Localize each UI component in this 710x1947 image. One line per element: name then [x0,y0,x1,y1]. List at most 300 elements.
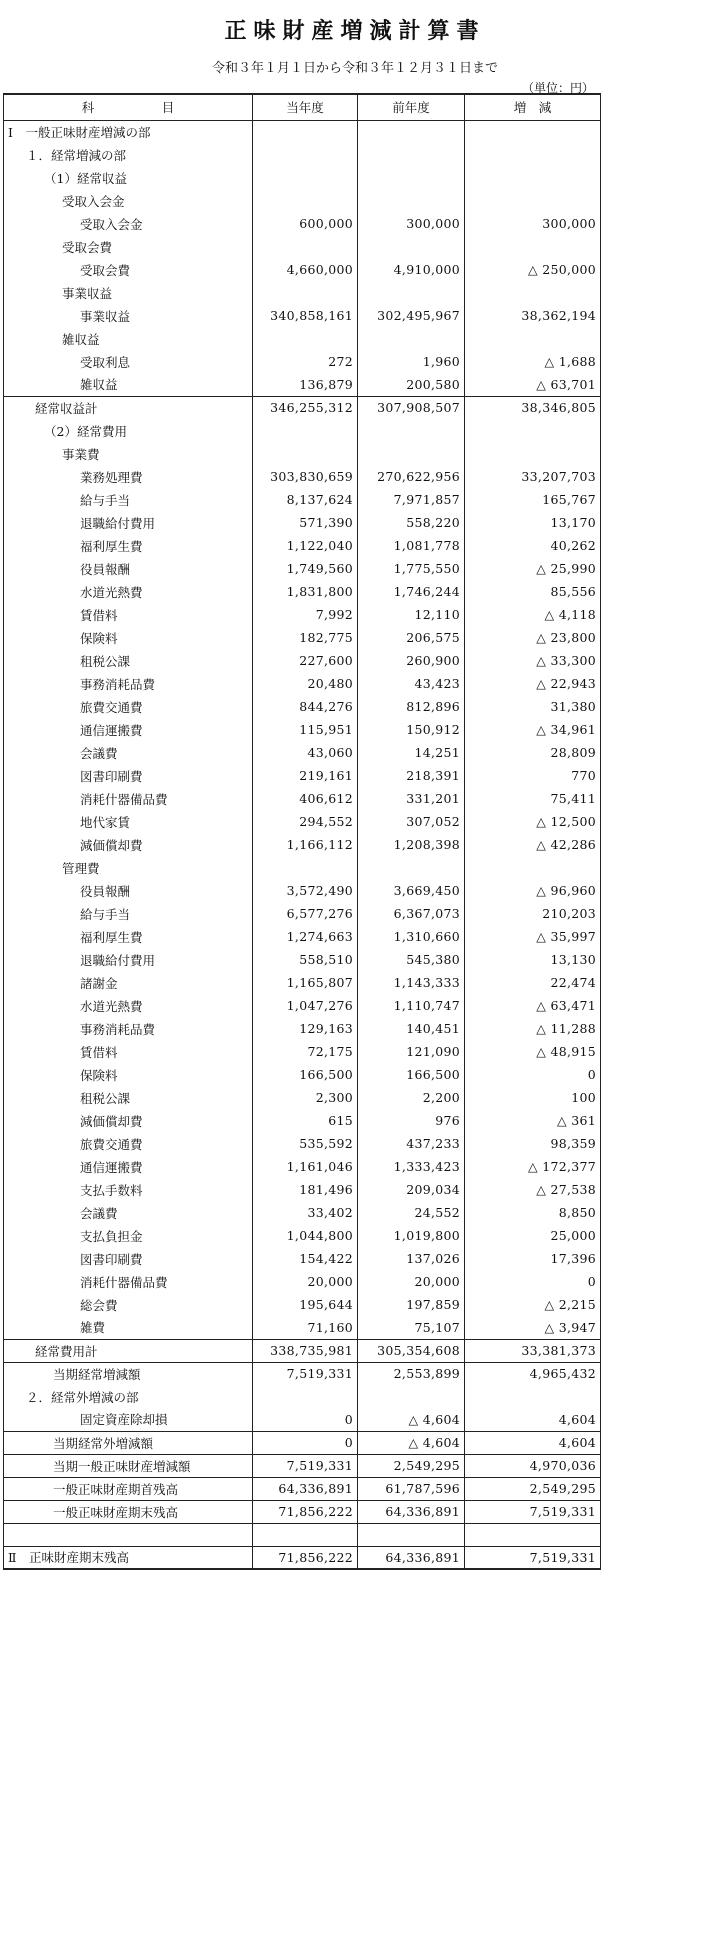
current-year-value: 195,644 [253,1293,358,1316]
change-value: 4,970,036 [465,1454,601,1477]
current-year-value [253,856,358,879]
current-year-value: 182,775 [253,626,358,649]
change-value: 165,767 [465,488,601,511]
account-label: 当期一般正味財産増減額 [4,1454,253,1477]
current-year-value: 154,422 [253,1247,358,1270]
change-value: △ 96,960 [465,879,601,902]
current-year-value: 615 [253,1109,358,1132]
current-year-value [253,1385,358,1408]
header-account [4,94,253,120]
current-year-value: 129,163 [253,1017,358,1040]
change-value [465,189,601,212]
table-row [4,925,601,948]
table-row [4,741,601,764]
previous-year-value: 7,971,857 [358,488,465,511]
change-value: △ 23,800 [465,626,601,649]
change-value [465,442,601,465]
table-row [4,1546,601,1569]
table-row [4,166,601,189]
account-label: 経常費用計 [4,1339,253,1362]
change-value [465,1523,601,1546]
table-row [4,1523,601,1546]
account-label: 受取利息 [4,350,253,373]
previous-year-value: 197,859 [358,1293,465,1316]
table-row [4,1017,601,1040]
account-label: 一般正味財産期末残高 [4,1500,253,1523]
table-row [4,327,601,350]
previous-year-value: 1,081,778 [358,534,465,557]
change-value [465,856,601,879]
previous-year-value: 1,143,333 [358,971,465,994]
account-label: 受取入会金 [4,212,253,235]
change-value: △ 27,538 [465,1178,601,1201]
account-label: 退職給付費用 [4,948,253,971]
previous-year-value: 150,912 [358,718,465,741]
account-label: 地代家賃 [4,810,253,833]
change-value: △ 63,471 [465,994,601,1017]
previous-year-value [358,189,465,212]
account-label: 支払手数料 [4,1178,253,1201]
change-value: △ 361 [465,1109,601,1132]
previous-year-value: 121,090 [358,1040,465,1063]
change-value: 13,170 [465,511,601,534]
table-row [4,626,601,649]
previous-year-value: 6,367,073 [358,902,465,925]
change-value: 25,000 [465,1224,601,1247]
current-year-value: 3,572,490 [253,879,358,902]
table-row [4,1339,601,1362]
account-label: 租税公課 [4,649,253,672]
current-year-value: 340,858,161 [253,304,358,327]
previous-year-value: 302,495,967 [358,304,465,327]
previous-year-value [358,856,465,879]
change-value: 300,000 [465,212,601,235]
table-row [4,833,601,856]
current-year-value: 219,161 [253,764,358,787]
table-row [4,672,601,695]
table-row [4,557,601,580]
account-label: Ⅰ 一般正味財産増減の部 [4,120,253,143]
change-value: 98,359 [465,1132,601,1155]
current-year-value: 7,519,331 [253,1454,358,1477]
account-label: 図書印刷費 [4,764,253,787]
previous-year-value: 307,052 [358,810,465,833]
current-year-value: 71,856,222 [253,1500,358,1523]
table-header-row [4,94,601,120]
change-value [465,235,601,258]
table-row [4,1201,601,1224]
previous-year-value [358,281,465,304]
table-row [4,1155,601,1178]
table-row [4,1247,601,1270]
previous-year-value: 24,552 [358,1201,465,1224]
table-row [4,810,601,833]
change-value: 33,207,703 [465,465,601,488]
account-label: 管理費 [4,856,253,879]
previous-year-value: 1,019,800 [358,1224,465,1247]
table-row [4,1178,601,1201]
change-value: △ 33,300 [465,649,601,672]
account-label: ２．経常外増減の部 [4,1385,253,1408]
change-value: 38,362,194 [465,304,601,327]
table-row [4,1454,601,1477]
change-value: △ 4,118 [465,603,601,626]
current-year-value [253,166,358,189]
change-value: △ 63,701 [465,373,601,396]
table-row [4,442,601,465]
current-year-value: 844,276 [253,695,358,718]
account-label: １．経常増減の部 [4,143,253,166]
current-year-value: 8,137,624 [253,488,358,511]
account-label: 事業収益 [4,281,253,304]
previous-year-value: 260,900 [358,649,465,672]
table-row [4,1293,601,1316]
account-label: 受取会費 [4,235,253,258]
account-label: 諸謝金 [4,971,253,994]
current-year-value [253,442,358,465]
previous-year-value: 43,423 [358,672,465,695]
change-value: △ 35,997 [465,925,601,948]
change-value: 4,965,432 [465,1362,601,1385]
account-label: 固定資産除却損 [4,1408,253,1431]
account-label: 役員報酬 [4,557,253,580]
table-row [4,488,601,511]
account-label: 賃借料 [4,603,253,626]
change-value: △ 34,961 [465,718,601,741]
account-label: 減価償却費 [4,1109,253,1132]
table-row [4,281,601,304]
previous-year-value [358,166,465,189]
change-value: 0 [465,1270,601,1293]
account-label: 消耗什器備品費 [4,1270,253,1293]
previous-year-value [358,120,465,143]
change-value [465,419,601,442]
previous-year-value: 305,354,608 [358,1339,465,1362]
account-label: 消耗什器備品費 [4,787,253,810]
table-row [4,1040,601,1063]
current-year-value: 6,577,276 [253,902,358,925]
change-value: △ 12,500 [465,810,601,833]
change-value [465,143,601,166]
table-row [4,143,601,166]
previous-year-value: 2,549,295 [358,1454,465,1477]
previous-year-value [358,143,465,166]
current-year-value: 571,390 [253,511,358,534]
current-year-value: 43,060 [253,741,358,764]
account-label: 旅費交通費 [4,695,253,718]
current-year-value: 294,552 [253,810,358,833]
table-row [4,304,601,327]
previous-year-value: 14,251 [358,741,465,764]
change-value: △ 42,286 [465,833,601,856]
current-year-value: 4,660,000 [253,258,358,281]
table-row [4,695,601,718]
change-value: 75,411 [465,787,601,810]
table-row [4,120,601,143]
current-year-value: 1,749,560 [253,557,358,580]
previous-year-value: 558,220 [358,511,465,534]
table-row [4,1362,601,1385]
account-label: 通信運搬費 [4,718,253,741]
account-label: 業務処理費 [4,465,253,488]
previous-year-value: 64,336,891 [358,1546,465,1569]
previous-year-value: 75,107 [358,1316,465,1339]
current-year-value: 115,951 [253,718,358,741]
account-label: 減価償却費 [4,833,253,856]
change-value: △ 2,215 [465,1293,601,1316]
previous-year-value: 137,026 [358,1247,465,1270]
table-row [4,1431,601,1454]
change-value: 31,380 [465,695,601,718]
previous-year-value [358,327,465,350]
previous-year-value: 61,787,596 [358,1477,465,1500]
table-row [4,258,601,281]
account-label: 水道光熱費 [4,994,253,1017]
current-year-value: 20,480 [253,672,358,695]
account-label: （2）経常費用 [4,419,253,442]
change-value: 13,130 [465,948,601,971]
account-label: Ⅱ 正味財産期末残高 [4,1546,253,1569]
change-value: 100 [465,1086,601,1109]
account-label: 租税公課 [4,1086,253,1109]
account-label: 事業収益 [4,304,253,327]
current-year-value: 600,000 [253,212,358,235]
change-value: 28,809 [465,741,601,764]
current-year-value: 1,831,800 [253,580,358,603]
current-year-value: 0 [253,1408,358,1431]
previous-year-value: 1,110,747 [358,994,465,1017]
table-row [4,396,601,419]
current-year-value: 346,255,312 [253,396,358,419]
account-label: 雑費 [4,1316,253,1339]
table-row [4,350,601,373]
change-value [465,120,601,143]
change-value: 22,474 [465,971,601,994]
current-year-value: 33,402 [253,1201,358,1224]
previous-year-value: 1,960 [358,350,465,373]
account-label: 当期経常増減額 [4,1362,253,1385]
table-row [4,856,601,879]
table-row [4,649,601,672]
previous-year-value: △ 4,604 [358,1408,465,1431]
table-row [4,1132,601,1155]
current-year-value [253,143,358,166]
change-value [465,281,601,304]
change-value: 770 [465,764,601,787]
current-year-value [253,235,358,258]
table-row [4,1316,601,1339]
table-row [4,1086,601,1109]
previous-year-value: 1,775,550 [358,557,465,580]
current-year-value: 535,592 [253,1132,358,1155]
table-row [4,948,601,971]
header-account-char-1: 科 [81,100,95,116]
current-year-value: 71,160 [253,1316,358,1339]
previous-year-value: 4,910,000 [358,258,465,281]
current-year-value [253,327,358,350]
table-row [4,534,601,557]
table-row [4,580,601,603]
change-value: △ 1,688 [465,350,601,373]
previous-year-value: 3,669,450 [358,879,465,902]
previous-year-value: 20,000 [358,1270,465,1293]
change-value: 7,519,331 [465,1500,601,1523]
account-label: 保険料 [4,1063,253,1086]
current-year-value: 166,500 [253,1063,358,1086]
previous-year-value: 300,000 [358,212,465,235]
account-label: 会議費 [4,741,253,764]
header-account-char-2: 目 [161,100,175,116]
header-change: 増 減 [465,94,601,120]
table-row [4,902,601,925]
change-value: △ 11,288 [465,1017,601,1040]
previous-year-value: 1,746,244 [358,580,465,603]
change-value: 4,604 [465,1431,601,1454]
current-year-value: 181,496 [253,1178,358,1201]
table-row [4,511,601,534]
current-year-value [253,120,358,143]
current-year-value [253,189,358,212]
table-row [4,1270,601,1293]
change-value: 210,203 [465,902,601,925]
previous-year-value: 307,908,507 [358,396,465,419]
account-label: 事業費 [4,442,253,465]
account-label: 支払負担金 [4,1224,253,1247]
account-label: 水道光熱費 [4,580,253,603]
change-value: 7,519,331 [465,1546,601,1569]
change-value [465,1385,601,1408]
previous-year-value: 12,110 [358,603,465,626]
account-label: 雑収益 [4,327,253,350]
account-label: 図書印刷費 [4,1247,253,1270]
account-label: 総会費 [4,1293,253,1316]
table-row [4,419,601,442]
previous-year-value: 209,034 [358,1178,465,1201]
previous-year-value: 2,553,899 [358,1362,465,1385]
account-label: 保険料 [4,626,253,649]
change-value: 4,604 [465,1408,601,1431]
account-label: 旅費交通費 [4,1132,253,1155]
currency-unit: （単位：円） [521,81,594,95]
current-year-value: 1,047,276 [253,994,358,1017]
account-label: 福利厚生費 [4,925,253,948]
current-year-value: 0 [253,1431,358,1454]
table-row [4,787,601,810]
table-row [4,1477,601,1500]
table-row [4,1109,601,1132]
current-year-value: 1,161,046 [253,1155,358,1178]
current-year-value: 7,992 [253,603,358,626]
account-label: 会議費 [4,1201,253,1224]
table-row [4,189,601,212]
header-previous-year: 前年度 [358,94,465,120]
current-year-value: 406,612 [253,787,358,810]
current-year-value: 338,735,981 [253,1339,358,1362]
previous-year-value: 1,208,398 [358,833,465,856]
previous-year-value: 437,233 [358,1132,465,1155]
table-row [4,1385,601,1408]
current-year-value: 558,510 [253,948,358,971]
previous-year-value: 64,336,891 [358,1500,465,1523]
table-row [4,212,601,235]
account-label: 雑収益 [4,373,253,396]
previous-year-value: △ 4,604 [358,1431,465,1454]
previous-year-value: 206,575 [358,626,465,649]
account-label: 通信運搬費 [4,1155,253,1178]
previous-year-value [358,235,465,258]
table-row [4,764,601,787]
current-year-value: 20,000 [253,1270,358,1293]
table-row [4,1500,601,1523]
previous-year-value: 166,500 [358,1063,465,1086]
previous-year-value: 218,391 [358,764,465,787]
previous-year-value: 976 [358,1109,465,1132]
previous-year-value: 200,580 [358,373,465,396]
account-label: 一般正味財産期首残高 [4,1477,253,1500]
change-value: 2,549,295 [465,1477,601,1500]
current-year-value: 72,175 [253,1040,358,1063]
current-year-value: 303,830,659 [253,465,358,488]
previous-year-value: 2,200 [358,1086,465,1109]
table-row [4,971,601,994]
current-year-value: 71,856,222 [253,1546,358,1569]
current-year-value: 64,336,891 [253,1477,358,1500]
account-label: 福利厚生費 [4,534,253,557]
fiscal-period: 令和３年１月１日から令和３年１２月３１日まで [211,61,498,76]
current-year-value: 272 [253,350,358,373]
previous-year-value: 270,622,956 [358,465,465,488]
change-value: 0 [465,1063,601,1086]
current-year-value [253,1523,358,1546]
change-value: △ 3,947 [465,1316,601,1339]
previous-year-value: 545,380 [358,948,465,971]
current-year-value: 7,519,331 [253,1362,358,1385]
table-row [4,235,601,258]
previous-year-value: 1,310,660 [358,925,465,948]
previous-year-value [358,1523,465,1546]
table-row [4,1063,601,1086]
change-value: △ 22,943 [465,672,601,695]
current-year-value: 1,165,807 [253,971,358,994]
change-value: △ 48,915 [465,1040,601,1063]
previous-year-value [358,442,465,465]
current-year-value: 227,600 [253,649,358,672]
document-title: 正味財産増減計算書 [224,18,486,44]
account-label: 役員報酬 [4,879,253,902]
current-year-value: 1,044,800 [253,1224,358,1247]
table-row [4,603,601,626]
current-year-value: 1,122,040 [253,534,358,557]
change-value: 85,556 [465,580,601,603]
account-label: 給与手当 [4,902,253,925]
current-year-value: 1,274,663 [253,925,358,948]
account-label [4,1523,253,1546]
account-label: 退職給付費用 [4,511,253,534]
table-row [4,879,601,902]
previous-year-value [358,1385,465,1408]
table-row [4,465,601,488]
statement-table [3,93,601,1570]
table-row [4,1224,601,1247]
account-label: 受取入会金 [4,189,253,212]
current-year-value [253,281,358,304]
previous-year-value: 140,451 [358,1017,465,1040]
change-value [465,327,601,350]
account-label: 賃借料 [4,1040,253,1063]
current-year-value: 1,166,112 [253,833,358,856]
change-value: △ 172,377 [465,1155,601,1178]
account-label: 経常収益計 [4,396,253,419]
